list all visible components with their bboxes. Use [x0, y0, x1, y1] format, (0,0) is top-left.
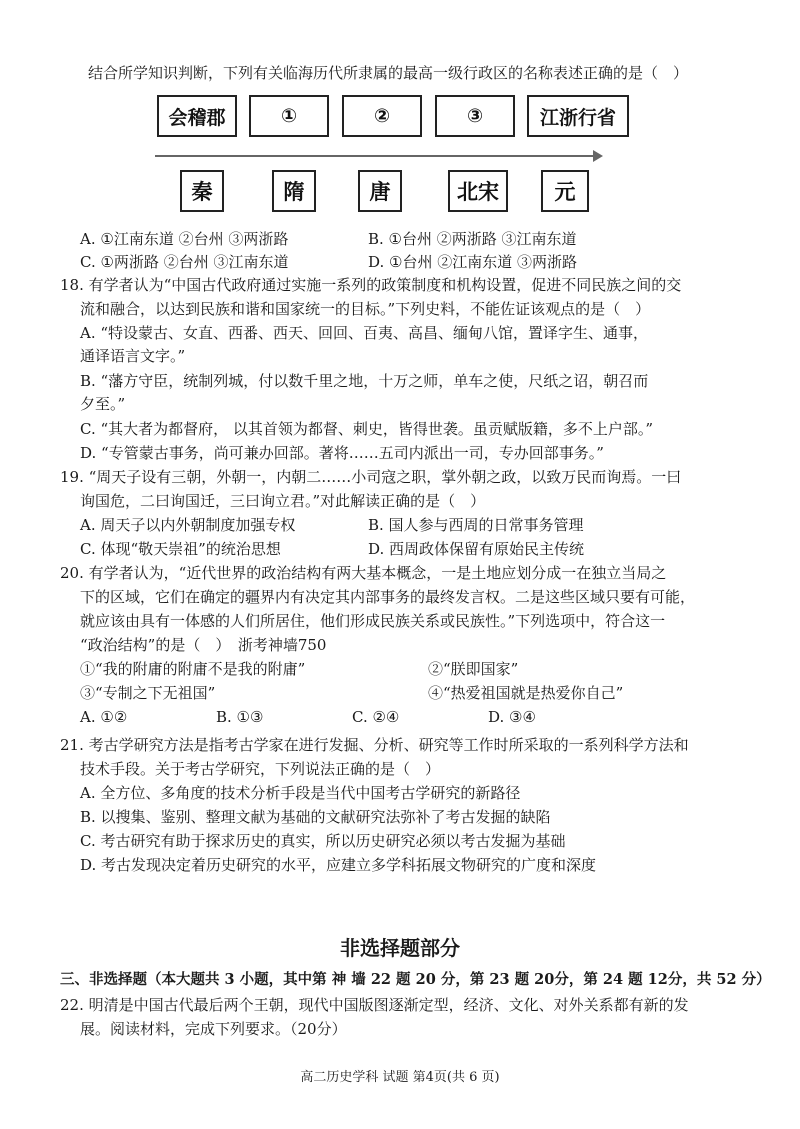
q17-option-d: D. ①台州 ②江南东道 ③两浙路	[368, 253, 578, 271]
q19-option-b: B. 国人参与西周的日常事务管理	[368, 516, 584, 534]
q20-stem-line-2: 下的区域，它们在确定的疆界内有决定其内部事务的最终发言权。二是这些区域只要有可能，	[80, 588, 696, 606]
q19-option-a: A. 周天子以内外朝制度加强专权	[80, 516, 296, 534]
q17-stem: 结合所学知识判断，下列有关临海历代所隶属的最高一级行政区的名称表述正确的是（ ）	[88, 64, 689, 82]
q20-option-a: A. ①②	[80, 708, 128, 726]
dynasty-box-qin: 秦	[180, 170, 224, 212]
q20-item-3: ③“专制之下无祖国”	[80, 684, 216, 702]
q19-stem-line-1: 19. “周天子设有三朝，外朝一，内朝二……小司寇之职，掌外朝之政，以致万民而询焉。一曰	[60, 468, 682, 486]
q21-stem-line-2: 技术手段。关于考古学研究，下列说法正确的是（ ）	[80, 760, 441, 778]
q19-option-c: C. 体现“敬天崇祖”的统治思想	[80, 540, 281, 558]
q17-option-b: B. ①台州 ②两浙路 ③江南东道	[368, 230, 577, 248]
q20-stem-line-3: 就应该由具有一体感的人们所居住，他们形成民族关系或民族性。”下列选项中，符合这一	[80, 612, 666, 630]
dynasty-box-sui: 隋	[272, 170, 316, 212]
q17-option-c: C. ①两浙路 ②台州 ③江南东道	[80, 253, 289, 271]
q21-option-d: D. 考古发现决定着历史研究的水平，应建立多学科拓展文物研究的广度和深度	[80, 856, 597, 874]
q19-stem-line-2: 询国危，二曰询国迁，三曰询立君。”对此解读正确的是（ ）	[80, 492, 486, 510]
q22-stem-line-2: 展。阅读材料，完成下列要求。（20分）	[80, 1020, 347, 1038]
q18-stem-line-2: 流和融合，以达到民族和谐和国家统一的目标。”下列史料，不能佐证该观点的是（ ）	[80, 300, 651, 318]
timeline-arrow-icon	[593, 150, 603, 162]
q17-option-a: A. ①江南东道 ②台州 ③两浙路	[80, 230, 289, 248]
q18-stem-line-1: 18. 有学者认为“中国古代政府通过实施一系列的政策制度和机构设置，促进不同民族之间的交	[60, 276, 682, 294]
q21-stem-line-1: 21. 考古学研究方法是指考古学家在进行发掘、分析、研究等工作时所采取的一系列科学方法和	[60, 736, 689, 754]
q22-stem-line-1: 22. 明清是中国古代最后两个王朝，现代中国版图逐渐定型，经济、文化、对外关系都有新的发	[60, 996, 689, 1014]
q21-option-c: C. 考古研究有助于探求历史的真实，所以历史研究必须以考古发掘为基础	[80, 832, 566, 850]
q18-option-a-cont: 通译语言文字。”	[80, 347, 186, 365]
timeline-line	[155, 155, 595, 157]
page-footer: 高二历史学科 试题 第4页(共 6 页)	[300, 1070, 500, 1085]
diagram-box-jiangzhe: 江浙行省	[527, 95, 629, 137]
dynasty-box-yuan: 元	[541, 170, 589, 212]
q20-item-1: ①“我的附庸的附庸不是我的附庸”	[80, 660, 306, 678]
q20-stem-line-1: 20. 有学者认为，“近代世界的政治结构有两大基本概念，一是土地应划分成一在独立当局之	[60, 564, 667, 582]
q20-option-d: D. ③④	[488, 708, 536, 726]
q18-option-a: A. “特设蒙古、女直、西番、西天、回回、百夷、高昌、缅甸八馆，置译字生、通事，	[80, 324, 649, 342]
q21-option-b: B. 以搜集、鉴别、整理文献为基础的文献研究法弥补了考古发掘的缺陷	[80, 808, 551, 826]
diagram-box-kuaiji: 会稽郡	[157, 95, 237, 137]
q20-item-2: ②“朕即国家”	[428, 660, 519, 678]
q18-option-b-cont: 夕至。”	[80, 395, 126, 413]
q18-option-c: C. “其大者为都督府， 以其首领为都督、刺史，皆得世袭。虽贡赋版籍，多不上户部。”	[80, 420, 654, 438]
dynasty-box-tang: 唐	[358, 170, 402, 212]
q20-item-4: ④“热爱祖国就是热爱你自己”	[428, 684, 624, 702]
dynasty-box-beisong: 北宋	[448, 170, 508, 212]
diagram-box-blank-1: ①	[249, 95, 329, 137]
diagram-box-blank-2: ②	[342, 95, 422, 137]
section-heading: 三、非选择题（本大题共 3 小题，其中第 神 墙 22 题 20 分，第 23 题 20分，第 24 题 12分，共 52 分）	[60, 971, 771, 988]
q21-option-a: A. 全方位、多角度的技术分析手段是当代中国考古学研究的新路径	[80, 784, 521, 802]
q19-option-d: D. 西周政体保留有原始民主传统	[368, 540, 585, 558]
q18-option-b: B. “藩方守臣，统制列城，付以数千里之地，十万之师，单车之使，尺纸之诏，朝召而	[80, 372, 649, 390]
q18-option-d: D. “专管蒙古事务，尚可兼办回部。著将……五司内派出一司，专办回部事务。”	[80, 444, 604, 462]
q20-stem-line-4: “政治结构”的是（ ） 浙考神墙750	[80, 636, 327, 654]
section-title: 非选择题部分	[340, 936, 460, 960]
diagram-box-blank-3: ③	[435, 95, 515, 137]
q20-option-c: C. ②④	[352, 708, 400, 726]
q20-option-b: B. ①③	[216, 708, 264, 726]
